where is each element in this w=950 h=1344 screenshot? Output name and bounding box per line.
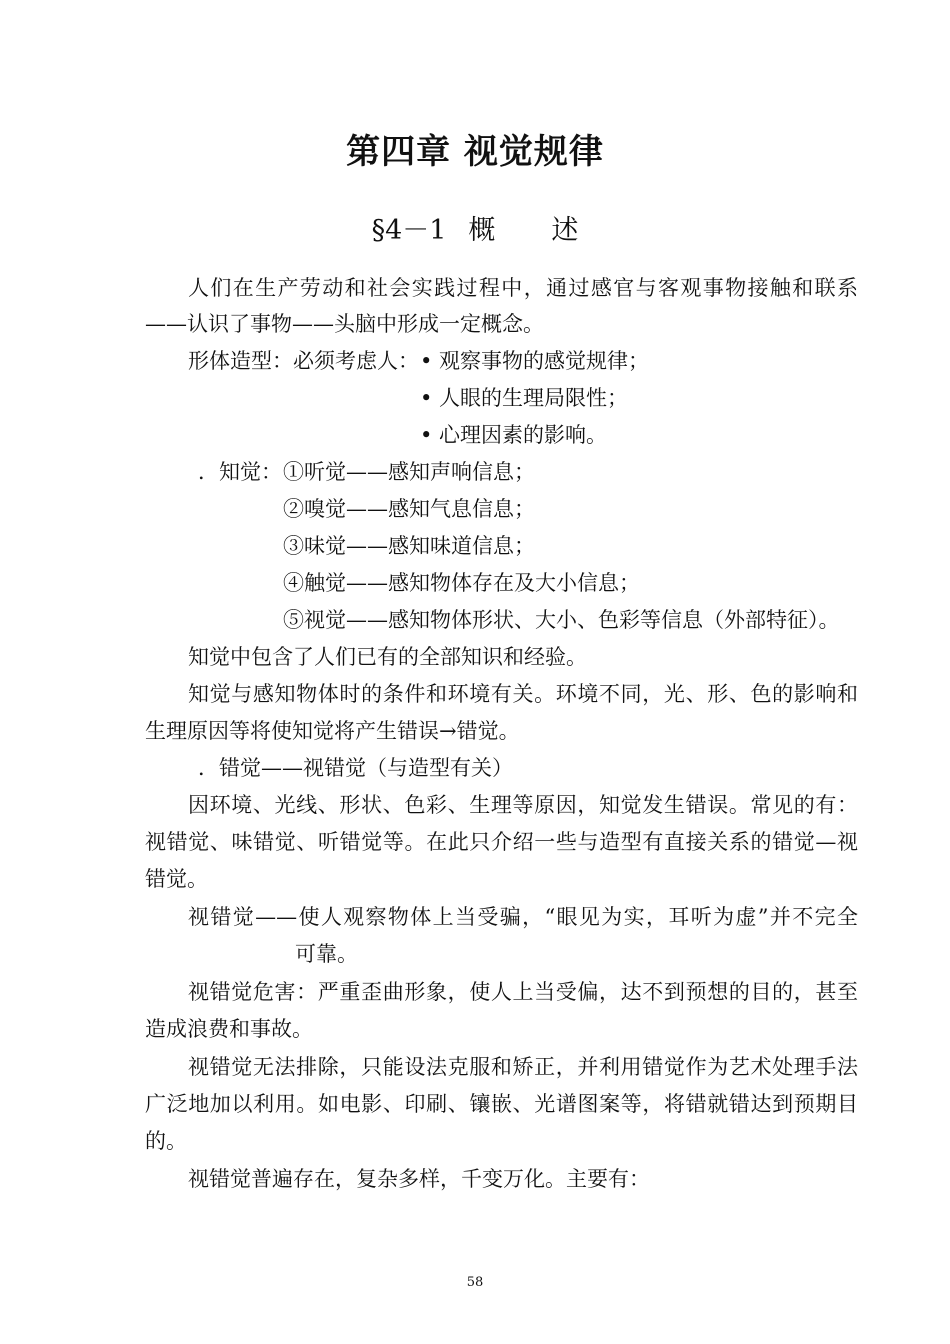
section-word-1: 概 <box>468 215 496 246</box>
paragraph-line: 人们在生产劳动和社会实践过程中，通过感官与客观事物接触和联系 <box>188 276 858 300</box>
paragraph-line: 生理原因等将使知觉将产生错误→错觉。 <box>145 719 520 743</box>
section-word-2: 述 <box>551 215 579 246</box>
page-number: 58 <box>466 1275 484 1290</box>
form-label: 形体造型：必须考虑人： <box>188 349 419 373</box>
paragraph-line: 视错觉——使人观察物体上当受骗，“眼见为实，耳听为虚”并不完全 <box>188 905 858 929</box>
paragraph-line: ——认识了事物——头脑中形成一定概念。 <box>145 312 544 336</box>
section-title <box>0 208 950 247</box>
paragraph-line: 视错觉普遍存在，复杂多样，千变万化。主要有： <box>188 1167 650 1191</box>
paragraph-line: 造成浪费和事故。 <box>145 1017 313 1041</box>
perception-item: ④触觉——感知物体存在及大小信息； <box>283 571 640 595</box>
perception-item: ①听觉——感知声响信息； <box>283 460 535 484</box>
perception-item: ③味觉——感知味道信息； <box>283 534 535 558</box>
paragraph-line: 的。 <box>145 1129 187 1153</box>
perception-item: ②嗅觉——感知气息信息； <box>283 497 535 521</box>
paragraph-line: 错觉。 <box>145 867 208 891</box>
illusion-heading: ．错觉——视错觉（与造型有关） <box>198 756 513 780</box>
perception-item: ⑤视觉——感知物体形状、大小、色彩等信息（外部特征）。 <box>283 608 840 632</box>
perception-label: ．知觉： <box>198 460 282 484</box>
paragraph-line: 视错觉、味错觉、听错觉等。在此只介绍一些与造型有直接关系的错觉—视 <box>145 830 858 854</box>
chapter-title: 第四章 视觉规律 <box>346 132 604 172</box>
form-item: • 人眼的生理局限性； <box>420 386 629 410</box>
paragraph-line: 广泛地加以利用。如电影、印刷、镶嵌、光谱图案等，将错就错达到预期目 <box>145 1092 858 1116</box>
form-item: • 观察事物的感觉规律； <box>420 349 650 373</box>
paragraph-line: 知觉与感知物体时的条件和环境有关。环境不同，光、形、色的影响和 <box>188 682 858 706</box>
paragraph-line: 因环境、光线、形状、色彩、生理等原因，知觉发生错误。常见的有： <box>188 793 858 817</box>
paragraph-line: 可靠。 <box>295 942 358 966</box>
paragraph-line: 视错觉危害：严重歪曲形象，使人上当受偏，达不到预想的目的，甚至 <box>188 980 858 1004</box>
section-number: §4－1 <box>371 215 447 246</box>
paragraph-line: 视错觉无法排除，只能设法克服和矫正，并利用错觉作为艺术处理手法 <box>188 1055 858 1079</box>
paragraph-line: 知觉中包含了人们已有的全部知识和经验。 <box>188 645 587 669</box>
form-item: • 心理因素的影响。 <box>420 423 608 447</box>
